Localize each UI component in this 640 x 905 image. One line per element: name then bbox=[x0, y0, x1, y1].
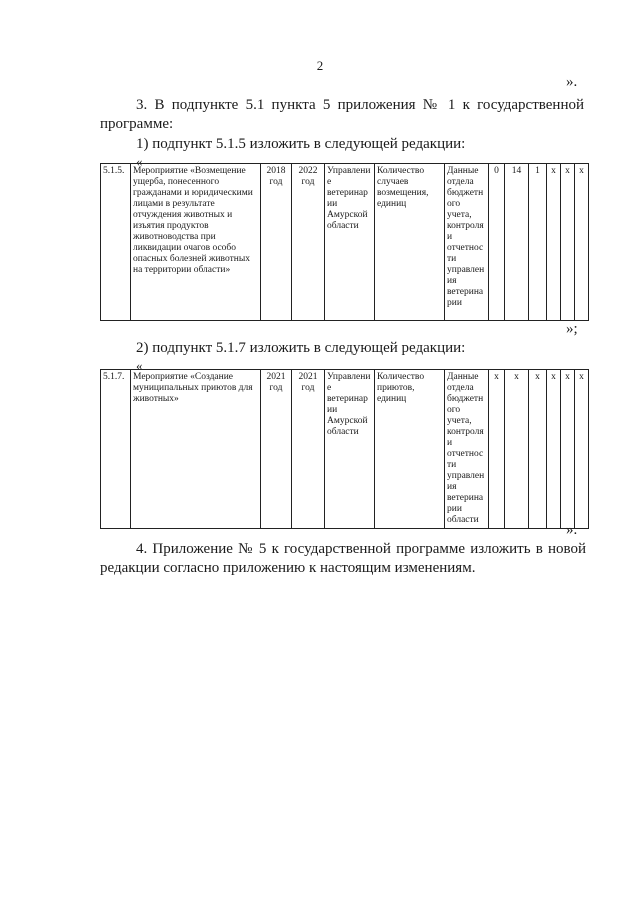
value-cell: х bbox=[561, 370, 575, 529]
value-cell: х bbox=[547, 370, 561, 529]
opening-quote-2: « bbox=[136, 358, 143, 373]
year-end: 2021 год bbox=[292, 370, 325, 529]
year-start: 2021 год bbox=[261, 370, 292, 529]
opening-quote-1: « bbox=[136, 154, 143, 169]
value-cell: 0 bbox=[489, 164, 505, 321]
closing-quote-top: ». bbox=[566, 74, 578, 90]
item-number: 5.1.5. bbox=[101, 164, 131, 321]
value-cell: х bbox=[505, 370, 529, 529]
closing-quote-2: ». bbox=[566, 522, 578, 538]
value-cell: х bbox=[547, 164, 561, 321]
value-cell: 14 bbox=[505, 164, 529, 321]
data-source: Данные отдела бюджетного учета, контроля и отчетности управления ветеринарии bbox=[445, 164, 489, 321]
measure-name: Мероприятие «Возмещение ущерба, понесенного гражданами и юридическими лицами в результате отчуждения животных и изъятия продуктов животноводства при ликвидации очагов особо опасных болезней животных на территории области» bbox=[131, 164, 261, 321]
paragraph-3: 3. В подпункте 5.1 пункта 5 приложения № 1 к государственной программе: bbox=[100, 97, 584, 132]
data-source: Данные отдела бюджетного учета, контроля и отчетности управления ветеринарии области bbox=[445, 370, 489, 529]
value-cell: х bbox=[489, 370, 505, 529]
value-cell: х bbox=[575, 164, 589, 321]
measure-table-5-1-7 bbox=[100, 369, 589, 529]
value-cell: 1 bbox=[529, 164, 547, 321]
value-cell: х bbox=[529, 370, 547, 529]
measure-name: Мероприятие «Создание муниципальных приютов для животных» bbox=[131, 370, 261, 529]
page-number: 2 bbox=[316, 58, 324, 73]
indicator: Количество приютов, единиц bbox=[375, 370, 445, 529]
closing-quote-1: »; bbox=[566, 321, 578, 337]
item-number: 5.1.7. bbox=[101, 370, 131, 529]
value-cell: х bbox=[575, 370, 589, 529]
measure-table-5-1-5 bbox=[100, 163, 589, 321]
subparagraph-1: 1) подпункт 5.1.5 изложить в следующей редакции: bbox=[136, 136, 466, 152]
indicator: Количество случаев возмещения, единиц bbox=[375, 164, 445, 321]
paragraph-4: 4. Приложение № 5 к государственной программе изложить в новой редакции согласно приложению к настоящим изменениям. bbox=[100, 541, 586, 576]
subparagraph-2: 2) подпункт 5.1.7 изложить в следующей редакции: bbox=[136, 340, 466, 356]
year-start: 2018 год bbox=[261, 164, 292, 321]
table-row bbox=[101, 370, 589, 529]
executor: Управление ветеринарии Амурской области bbox=[325, 370, 375, 529]
year-end: 2022 год bbox=[292, 164, 325, 321]
executor: Управление ветеринарии Амурской области bbox=[325, 164, 375, 321]
table-row bbox=[101, 164, 589, 321]
value-cell: х bbox=[561, 164, 575, 321]
